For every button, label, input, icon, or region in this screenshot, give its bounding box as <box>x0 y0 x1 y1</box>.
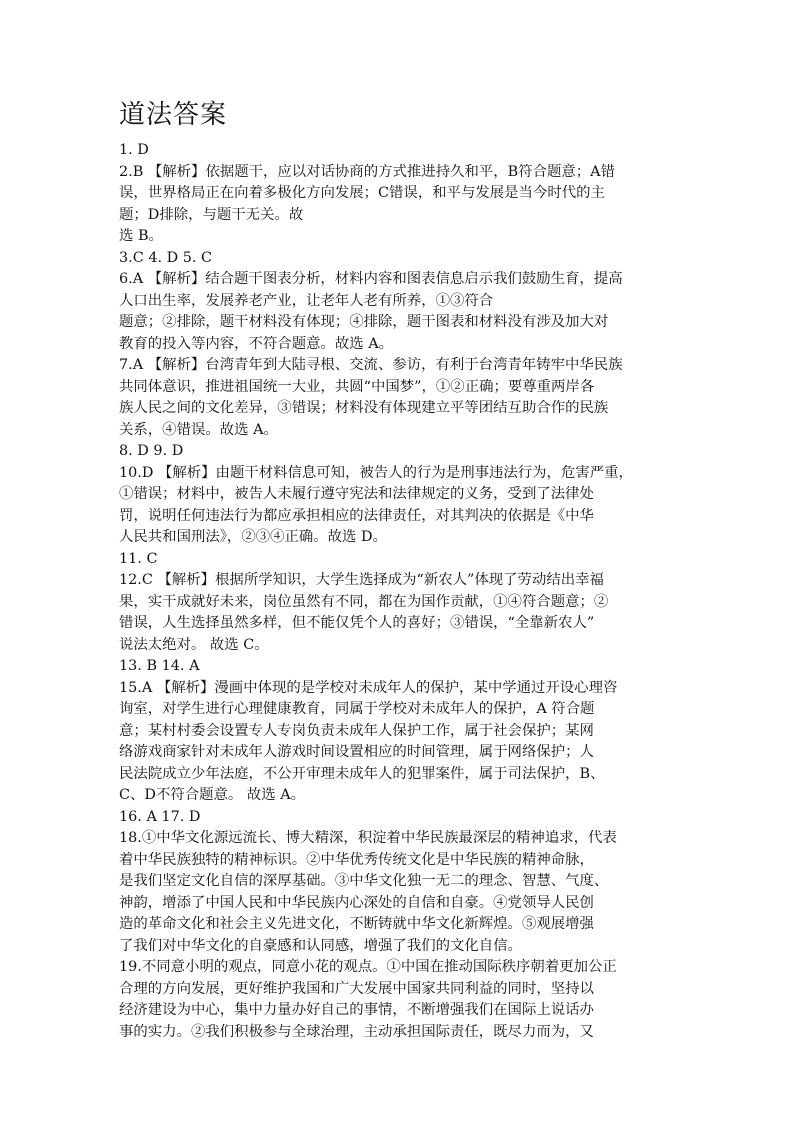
answer-line: 族人民之间的文化差异，③错误；材料没有体现建立平等团结互助合作的民族 <box>119 400 609 416</box>
answer-line: 教育的投入等内容，不符合题意。故选 A。 <box>119 335 393 352</box>
answer-line: 罚，说明任何违法行为都应承担相应的法律责任，对其判决的依据是《中华 <box>119 507 594 524</box>
page-title: 道法答案 <box>119 100 228 130</box>
answer-item <box>119 441 679 463</box>
answer-line: 8. D 9. D <box>119 443 184 459</box>
answer-line: 人民共和国刑法》，②③④正确。故选 D。 <box>119 529 387 545</box>
answer-line: 是我们坚定文化自信的深厚基础。③中华文化独一无二的理念、智慧、气度、 <box>119 873 609 889</box>
answer-line: 选 B。 <box>119 228 163 244</box>
answer-line: 说法太绝对。 故选 C。 <box>119 636 269 653</box>
answer-line: 意；某村村委会设置专人专岗负责未成年人保护工作，属于社会保护；某网 <box>119 722 594 739</box>
answer-item <box>119 807 679 829</box>
answer-item <box>119 248 679 270</box>
answer-line: 错误，人生选择虽然多样，但不能仅凭个人的喜好；③错误，“全靠新农人” <box>119 615 595 631</box>
answer-line: ①错误；材料中，被告人未履行遵守宪法和法律规定的义务，受到了法律处 <box>119 486 594 502</box>
answer-item <box>119 656 679 678</box>
answer-line: 事的实力。②我们积极参与全球治理，主动承担国际责任，既尽力而为，又 <box>119 1023 594 1040</box>
answer-line: 13. B 14. A <box>119 658 200 674</box>
answer-item <box>119 140 679 162</box>
answer-line: 10.D 【解析】由题干材料信息可知，被告人的行为是刑事违法行为，危害严重， <box>119 464 633 481</box>
answer-line: 询室，对学生进行心理健康教育，同属于学校对未成年人的保护，A 符合题 <box>119 701 595 717</box>
answer-line: 2.B 【解析】依据题干，应以对话协商的方式推进持久和平，B符合题意；A错 <box>119 163 615 180</box>
answer-line: 1. D <box>119 142 149 158</box>
answer-line: 7.A 【解析】台湾青年到大陆寻根、交流、参访，有利于台湾青年铸牢中华民族 <box>119 357 623 373</box>
answer-line: 15.A 【解析】漫画中体现的是学校对未成年人的保护，某中学通过开设心理咨 <box>119 679 618 696</box>
answer-item <box>119 269 679 312</box>
answer-line: 题；D排除，与题干无关。故 <box>119 206 304 223</box>
answer-line: 络游戏商家针对未成年人游戏时间设置相应的时间管理，属于网络保护；人 <box>119 744 594 760</box>
answer-line: 11. C <box>119 550 158 567</box>
answer-line: 12.C 【解析】根据所学知识，大学生选择成为“新农人”体现了劳动结出幸福 <box>119 572 604 588</box>
answer-line: 果，实干成就好未来，岗位虽然有不同，都在为国作贡献，①④符合题意；② <box>119 593 609 610</box>
answer-line: 误，世界格局正在向着多极化方向发展；C错误，和平与发展是当今时代的主 <box>119 185 605 201</box>
answer-line: 题意；②排除，题干材料没有体现；④排除，题干图表和材料没有涉及加大对 <box>119 314 609 330</box>
answer-item <box>119 828 679 957</box>
answer-line: 18.①中华文化源远流长、博大精深，积淀着中华民族最深层的精神追求，代表 <box>119 830 617 846</box>
answer-line: 16. A 17. D <box>119 808 201 825</box>
answer-line: 合理的方向发展，更好维护我国和广大发展中国家共同利益的同时，坚持以 <box>119 980 594 997</box>
answer-line: 了我们对中华文化的自豪感和认同感，增强了我们的文化自信。 <box>119 937 522 954</box>
answer-item <box>119 162 679 248</box>
answer-line: 关系，④错误。故选 A。 <box>119 421 278 438</box>
answer-item <box>119 549 679 571</box>
answer-item <box>119 355 679 441</box>
answer-line: 民法院成立少年法庭，不公开审理未成年人的犯罪案件，属于司法保护，B、 <box>119 765 605 782</box>
answer-item <box>119 957 679 1043</box>
answer-line: C、D不符合题意。 故选 A。 <box>119 787 305 803</box>
answer-item <box>119 570 679 656</box>
answer-line: 19.不同意小明的观点，同意小花的观点。①中国在推动国际秩序朝着更加公正 <box>119 959 617 975</box>
answer-line: 6.A 【解析】结合题干图表分析，材料内容和图表信息启示我们鼓励生育，提高 <box>119 271 623 287</box>
answer-item <box>119 463 679 549</box>
answer-line: 经济建设为中心，集中力量办好自己的事情，不断增强我们在国际上说话办 <box>119 1002 594 1018</box>
answer-list <box>119 140 679 1043</box>
answer-line: 造的革命文化和社会主义先进文化，不断铸就中华文化新辉煌。⑤观展增强 <box>119 916 594 932</box>
answer-line: 共同体意识，推进祖国统一大业，共圆“中国梦”，①②正确；要尊重两岸各 <box>119 378 595 395</box>
answer-continuation <box>119 312 679 355</box>
answer-line: 神韵，增添了中国人民和中华民族内心深处的自信和自豪。④党领导人民创 <box>119 894 594 911</box>
answer-line: 着中华民族独特的精神标识。②中华优秀传统文化是中华民族的精神命脉， <box>119 851 594 868</box>
answer-item <box>119 678 679 807</box>
answer-line: 人口出生率，发展养老产业，让老年人老有所养，①③符合 <box>119 292 494 309</box>
answer-line: 3.C 4. D 5. C <box>119 249 213 266</box>
